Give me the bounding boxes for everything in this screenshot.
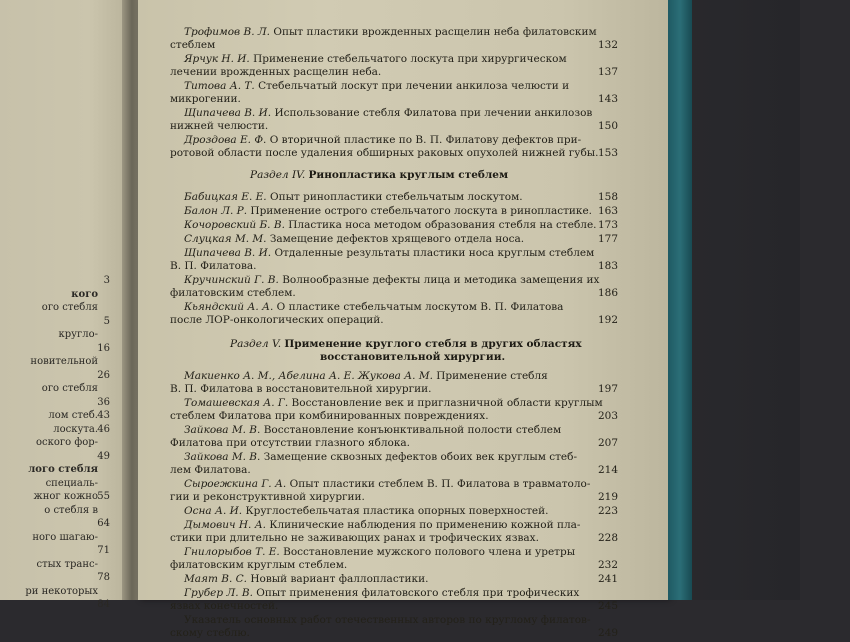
toc-entry-title: Клинические наблюдения по применению кожной пла- (269, 519, 581, 531)
toc-page-number: 192 (597, 314, 618, 326)
left-page-line (0, 599, 128, 613)
book-cover-edge (668, 0, 692, 600)
toc-entry-author: Томашевская А. Г. (184, 397, 289, 409)
toc-entry-first-line (184, 80, 569, 92)
toc-entry-author: Трофимов В. Л. (184, 26, 270, 38)
toc-page-number: 249 (597, 627, 618, 639)
left-page-line (0, 532, 128, 546)
left-page-line (0, 572, 128, 586)
toc-entry-title: Замещение дефектов хрящевого отдела носа. (269, 233, 525, 245)
toc-entry-first-line (184, 397, 603, 409)
toc-entry-page (138, 120, 668, 135)
contents-page (138, 0, 668, 639)
toc-entry-continuation-text: после ЛОР-онкологических операций. (170, 314, 384, 326)
left-page-line (0, 545, 128, 559)
toc-entry-author: Слуцкая М. М. (184, 233, 267, 245)
toc-page-number: 214 (597, 464, 618, 476)
toc-entry-page (138, 219, 668, 234)
toc-entry-title: Восстановление конъюнктивальной полости стеблем (263, 424, 562, 436)
toc-entry-continuation-text: филатовским круглым стеблем. (170, 559, 348, 571)
toc-entry-continuation-text: ротовой области после удаления обширных раковых опухолей нижней губы. (170, 147, 599, 159)
toc-entry-title: Волнообразные дефекты лица и методика замещения их (282, 274, 600, 286)
section-label: Раздел IV. (250, 169, 306, 181)
left-line-text: лоскута. (53, 423, 98, 435)
left-page-line (0, 451, 128, 465)
left-page-line (0, 275, 128, 289)
left-line-page-number: 46 (97, 423, 110, 435)
toc-page-number: 186 (597, 287, 618, 299)
toc-page-number: 173 (597, 219, 618, 231)
section-title: Ринопластика круглым стеблем (308, 169, 509, 181)
toc-entry-page (138, 260, 668, 275)
toc-entry-page (138, 233, 668, 248)
left-page-line (0, 586, 128, 600)
toc-entry-first-line (184, 53, 567, 65)
toc-entry-title: О вторичной пластике по В. П. Филатову дефектов при- (269, 134, 582, 146)
toc-entry-continuation-text: скому стеблю. (170, 627, 250, 639)
toc-entry-title: О пластике стебельчатым лоскутом В. П. Филатова (276, 301, 564, 313)
toc-entry-title: Применение стебельчатого лоскута при хирургическом (253, 53, 567, 65)
left-line-page-number: 64 (97, 518, 110, 529)
toc-page-number: 232 (597, 559, 618, 571)
toc-entry-author: Кочоровский Б. В. (184, 219, 285, 231)
left-page-line (0, 559, 128, 573)
toc-entry-author: Сыроежкина Г. А. (184, 478, 287, 490)
toc-entry-continuation-text: стеблем (170, 39, 216, 51)
toc-entry-title: Новый вариант фаллопластики. (250, 573, 429, 585)
toc-entry-page (138, 383, 668, 398)
left-line-text: ого стебля (41, 302, 98, 313)
toc-entry-continuation-text: язвах конечностей. (170, 600, 279, 612)
toc-entry-page (138, 559, 668, 574)
toc-entry-first-line (184, 107, 592, 119)
toc-entry-continuation-text: гии и реконструктивной хирургии. (170, 491, 365, 503)
left-line-text: жног кожно (33, 491, 98, 502)
toc-page-number: 137 (597, 66, 618, 78)
toc-entry-title: Пластика носа методом образования стебля на стебле. (288, 219, 597, 231)
left-page-line (0, 491, 128, 505)
toc-page-number: 163 (597, 205, 618, 217)
section-title: Применение круглого стебля в других областях (284, 338, 582, 350)
toc-entry-page (138, 464, 668, 479)
toc-entry-title: Замещение сквозных дефектов обоих век круглым стеб- (263, 451, 577, 463)
toc-entry-continuation-text: микрогении. (170, 93, 241, 105)
toc-page-number: 197 (597, 383, 618, 395)
left-line-text: специаль- (45, 477, 98, 489)
toc-entry-page (138, 532, 668, 547)
toc-entry-author: Щипачева В. И. (184, 107, 272, 119)
toc-entry-continuation-text: лем Филатова. (170, 464, 251, 476)
toc-entry-title: Круглостебельчатая пластика опорных поверхностей. (245, 505, 549, 517)
toc-entry-page (138, 205, 668, 220)
left-page-line (0, 464, 128, 478)
toc-page-number: 228 (597, 532, 618, 544)
left-line-page-number: 78 (97, 572, 110, 583)
toc-entry-title: Опыт ринопластики стебельчатым лоскутом. (269, 191, 523, 203)
toc-page-number: 241 (597, 573, 618, 585)
toc-page-number: 203 (597, 410, 618, 422)
section-heading (250, 169, 780, 184)
left-line-page-number: 43 (97, 410, 110, 421)
section-title-continuation: восстановительной хирургии. (320, 351, 506, 363)
left-page-line (0, 397, 128, 411)
left-page-line (0, 316, 128, 330)
toc-entry-author: Кьяндский А. А. (184, 301, 274, 313)
toc-page-number: 183 (597, 260, 618, 272)
toc-entry-author: Бабицкая Е. Е. (184, 191, 267, 203)
toc-entry-first-line (184, 614, 591, 626)
left-page-line (0, 289, 128, 303)
toc-entry-page (138, 66, 668, 81)
left-line-page-number: 84 (97, 599, 110, 610)
toc-page-number: 150 (597, 120, 618, 132)
left-line-text: кого (71, 288, 98, 300)
toc-entry-first-line (184, 301, 563, 313)
toc-entry-first-line (184, 478, 590, 490)
left-line-text: ри некоторых (25, 585, 98, 597)
left-page-line (0, 410, 128, 424)
toc-page-number: 153 (597, 147, 618, 159)
toc-entry-author: Зайкова М. В. (184, 451, 261, 463)
toc-entry-first-line (184, 519, 580, 531)
toc-entry-first-line (184, 546, 575, 558)
toc-entry-page (138, 93, 668, 108)
toc-entry-author: Зайкова М. В. (184, 424, 261, 436)
left-line-page-number: 49 (97, 450, 110, 462)
left-line-page-number: 71 (97, 545, 110, 556)
toc-entry-author: Кручинский Г. В. (184, 274, 279, 286)
left-line-text: кругло- (58, 329, 98, 340)
left-line-page-number: 5 (103, 315, 110, 327)
toc-entry-page (138, 287, 668, 302)
toc-entry-page (138, 491, 668, 506)
toc-entry-author: Макиенко А. М., Абелина А. Е. Жукова А. М. (184, 370, 433, 382)
toc-page-number: 207 (597, 437, 618, 449)
toc-entry-title: Применение острого стебельчатого лоскута в ринопластике. (250, 205, 593, 217)
toc-entry-author: Щипачева В. И. (184, 247, 272, 259)
toc-entry-first-line (184, 370, 548, 382)
toc-entry-title: Отдаленные результаты пластики носа круглым стеблем (274, 247, 595, 259)
toc-entry-page (138, 505, 668, 520)
toc-entry-page (138, 410, 668, 425)
toc-entry-page (138, 627, 668, 642)
left-page-line (0, 505, 128, 519)
left-line-text: стых транс- (36, 558, 98, 570)
toc-entry-author: Ярчук Н. И. (184, 53, 250, 65)
toc-entry-page (138, 314, 668, 329)
toc-entry-continuation-text: филатовским стеблем. (170, 287, 296, 299)
toc-entry-page (138, 437, 668, 452)
toc-entry-page (138, 573, 668, 588)
toc-entry-title: Стебельчатый лоскут при лечении анкилоза челюсти и (258, 80, 570, 92)
toc-entry-first-line (184, 274, 599, 286)
toc-entry-continuation-text: Филатова при отсутствии глазного яблока. (170, 437, 411, 449)
toc-entry-page (138, 191, 668, 206)
toc-entry-author: Маят В. С. (184, 573, 248, 585)
toc-entry-continuation-text: лечении врожденных расщелин неба. (170, 66, 382, 78)
left-line-page-number: 3 (103, 275, 110, 286)
toc-entry-first-line (184, 424, 561, 436)
toc-entry-title: Опыт пластики стеблем В. П. Филатова в травматоло- (289, 478, 591, 490)
toc-entry-title: Восстановление век и приглазничной области круглым (291, 397, 603, 409)
toc-entry-page (138, 600, 668, 615)
left-line-text: ного шагаю- (32, 531, 98, 543)
left-line-page-number: 16 (97, 342, 110, 354)
left-line-text: лом стеб. (48, 410, 98, 421)
left-page-line (0, 424, 128, 438)
toc-entry-continuation-text: стеблем Филатова при комбинированных повреждениях. (170, 410, 489, 422)
left-line-text: ого стебля (41, 383, 98, 394)
toc-entry-author: Дымович Н. А. (184, 519, 266, 531)
toc-entry-author: Гнилорыбов Т. Е. (184, 546, 280, 558)
toc-entry-title: Применение стебля (436, 370, 548, 382)
left-page-line (0, 329, 128, 343)
toc-entry-title: Указатель основных работ отечественных авторов по круглому филатов- (184, 614, 591, 626)
left-page (0, 0, 128, 610)
toc-entry-first-line (184, 134, 581, 146)
toc-page-number: 245 (597, 600, 618, 612)
left-page-line (0, 370, 128, 384)
toc-page-number: 219 (597, 491, 618, 503)
left-line-text: оского фор- (36, 437, 98, 448)
toc-page-number: 158 (597, 191, 618, 203)
left-line-text: лого стебля (28, 464, 98, 475)
toc-entry-author: Дроздова Е. Ф. (184, 134, 267, 146)
toc-entry-page (138, 147, 668, 162)
toc-entry-title: Опыт применения филатовского стебля при трофических (256, 587, 580, 599)
toc-page-number: 132 (597, 39, 618, 51)
section-heading-line2 (320, 351, 850, 366)
left-line-page-number: 36 (97, 396, 110, 408)
left-page-line (0, 302, 128, 316)
left-page-line (0, 518, 128, 532)
toc-entry-author: Титова А. Т. (184, 80, 255, 92)
left-page-line (0, 437, 128, 451)
left-page-line (0, 383, 128, 397)
toc-entry-author: Грубер Л. В. (184, 587, 253, 599)
toc-entry-title: Опыт пластики врожденных расщелин неба филатовским (273, 26, 597, 38)
left-line-page-number: 55 (97, 491, 110, 502)
toc-entry-first-line (184, 26, 597, 38)
toc-entry-continuation-text: В. П. Филатова в восстановительной хирургии. (170, 383, 432, 395)
toc-entry-first-line (184, 451, 577, 463)
toc-entry-title: Использование стебля Филатова при лечении анкилозов (274, 107, 593, 119)
toc-entry-author: Осна А. И. (184, 505, 243, 517)
toc-entry-continuation-text: нижней челюсти. (170, 120, 269, 132)
left-line-page-number: 26 (97, 369, 110, 381)
toc-entry-page (138, 39, 668, 54)
left-page-line (0, 356, 128, 370)
left-line-text: о стебля в (44, 504, 98, 516)
toc-entry-continuation-text: стики при длительно не заживающих ранах и трофических язвах. (170, 532, 539, 544)
toc-entry-author: Балон Л. Р. (184, 205, 248, 217)
toc-entry-continuation-text: В. П. Филатова. (170, 260, 257, 272)
toc-page-number: 223 (597, 505, 618, 517)
toc-entry-title: Восстановление мужского полового члена и уретры (283, 546, 576, 558)
toc-entry-first-line (184, 247, 594, 259)
toc-entry-first-line (184, 587, 579, 599)
left-line-text: новительной (30, 356, 98, 367)
toc-page-number: 143 (597, 93, 618, 105)
toc-page-number: 177 (597, 233, 618, 245)
left-page-line (0, 478, 128, 492)
left-page-line (0, 343, 128, 357)
section-label: Раздел V. (230, 338, 282, 350)
